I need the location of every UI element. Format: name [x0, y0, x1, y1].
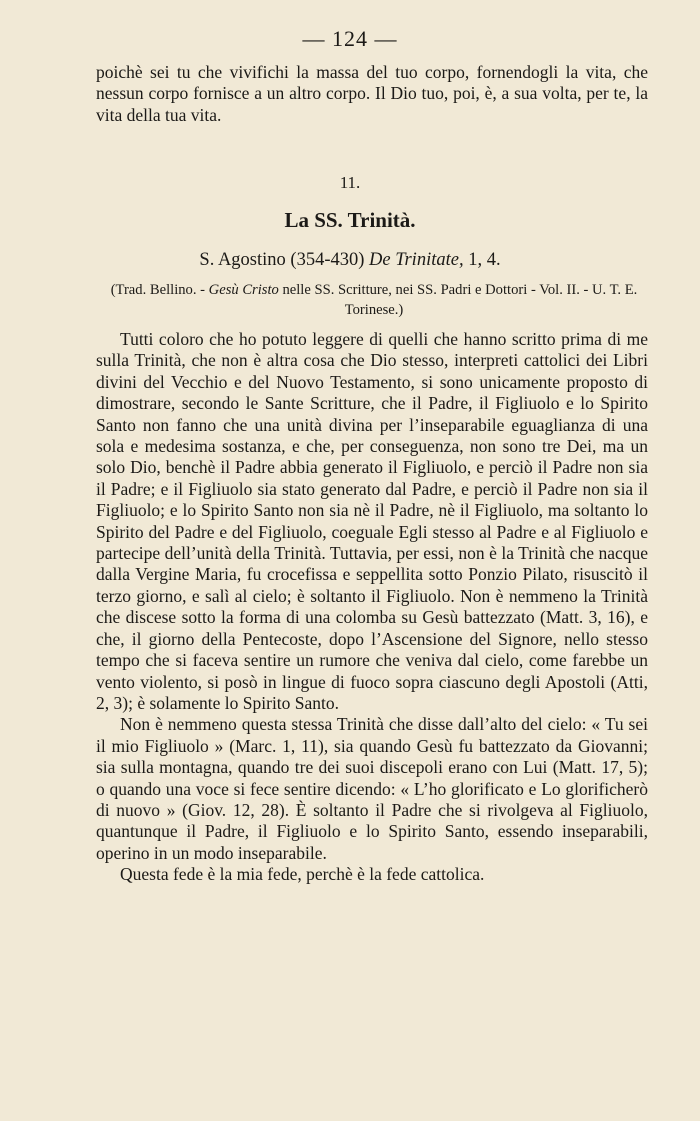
paragraph-1: Tutti coloro che ho potuto leggere di quelli che hanno scritto prima di me sulla Trinità, che non è altra cosa che Dio stesso, interpreti cattolici dei Libri divini del Vecchio e del Nuovo Testamento, si sono unicamente proposto di dimostrare, secondo le Sante Scritture, che il Padre, il Figliuolo e lo Spirito Santo non fanno che una unità divina per l’inseparabile eguaglianza di una sola e medesima sostanza, e che, per conseguenza, non sono tre Dei, ma un solo Dio, benchè il Padre abbia generato il Figliuolo, e perciò il Padre non sia il Padre; e il Figliuolo sia stato generato dal Padre, e perciò il Padre non sia il Figliuolo; e lo Spirito Santo non sia nè il Padre, nè il Figliuolo, ma soltanto lo Spirito del Padre e del Figliuolo, coeguale Egli stesso al Padre e al Figliuolo e partecipe dell’unità della Trinità. Tuttavia, per essi, non è la Trinità che nacque dalla Vergine Maria, fu crocefissa e seppellita sotto Ponzio Pilato, risuscitò il terzo giorno, e salì al cielo; è soltanto il Figliuolo. Non è nemmeno la Trinità che discese sotto la forma di una colomba su Gesù battezzato (Matt. 3, 16), e che, il giorno della Pentecoste, dopo l’Ascensione del Signore, nello stesso tempo che si faceva sentire un rumore che veniva dal cielo, come farebbe un vento violento, si posò in lingue di fuoco sopra ciascuno degli Apostoli (Atti, 2, 3); è solamente lo Spirito Santo.: [96, 329, 648, 713]
translation-note: [96, 280, 652, 320]
source-work: De Trinitate,: [369, 250, 464, 270]
section-title: La SS. Trinità.: [284, 208, 416, 232]
translation-note-suffix: nelle SS. Scritture, nei SS. Padri e Dottori - Vol. II. - U. T. E. Torinese.): [282, 282, 638, 318]
intro-paragraph: poichè sei tu che vivifichi la massa del tuo corpo, fornendogli la vita, che nessun corpo fornisce a un altro corpo. Il Dio tuo, poi, è, a sua volta, per te, la vita della tua vita.: [96, 62, 648, 125]
main-text: [96, 329, 648, 886]
paragraph-2: Non è nemmeno questa stessa Trinità che disse dall’alto del cielo: « Tu sei il mio Figliuolo » (Marc. 1, 11), sia quando Gesù fu battezzato da Giovanni; sia sulla montagna, quando tre dei suoi discepoli erano con Lui (Matt. 17, 5); o quando una voce si fece sentire dicendo: « L’ho glorificato e Lo glorificherò di nuovo » (Giov. 12, 28). È soltanto il Padre che si rivolgeva al Figliuolo, quantunque il Padre, il Figliuolo e lo Spirito Santo, essendo inseparabili, operino in un modo inseparabile.: [96, 714, 648, 863]
source-citation: [0, 250, 700, 271]
source-author: S. Agostino (354-430): [199, 250, 365, 270]
page-number: — 124 —: [302, 26, 398, 51]
translation-note-book: Gesù Cristo: [208, 282, 279, 298]
paragraph-3: Questa fede è la mia fede, perchè è la fede cattolica.: [120, 864, 485, 885]
section-number: 11.: [339, 173, 361, 192]
translation-note-prefix: (Trad. Bellino. -: [110, 282, 206, 298]
source-reference: 1, 4.: [468, 250, 501, 270]
